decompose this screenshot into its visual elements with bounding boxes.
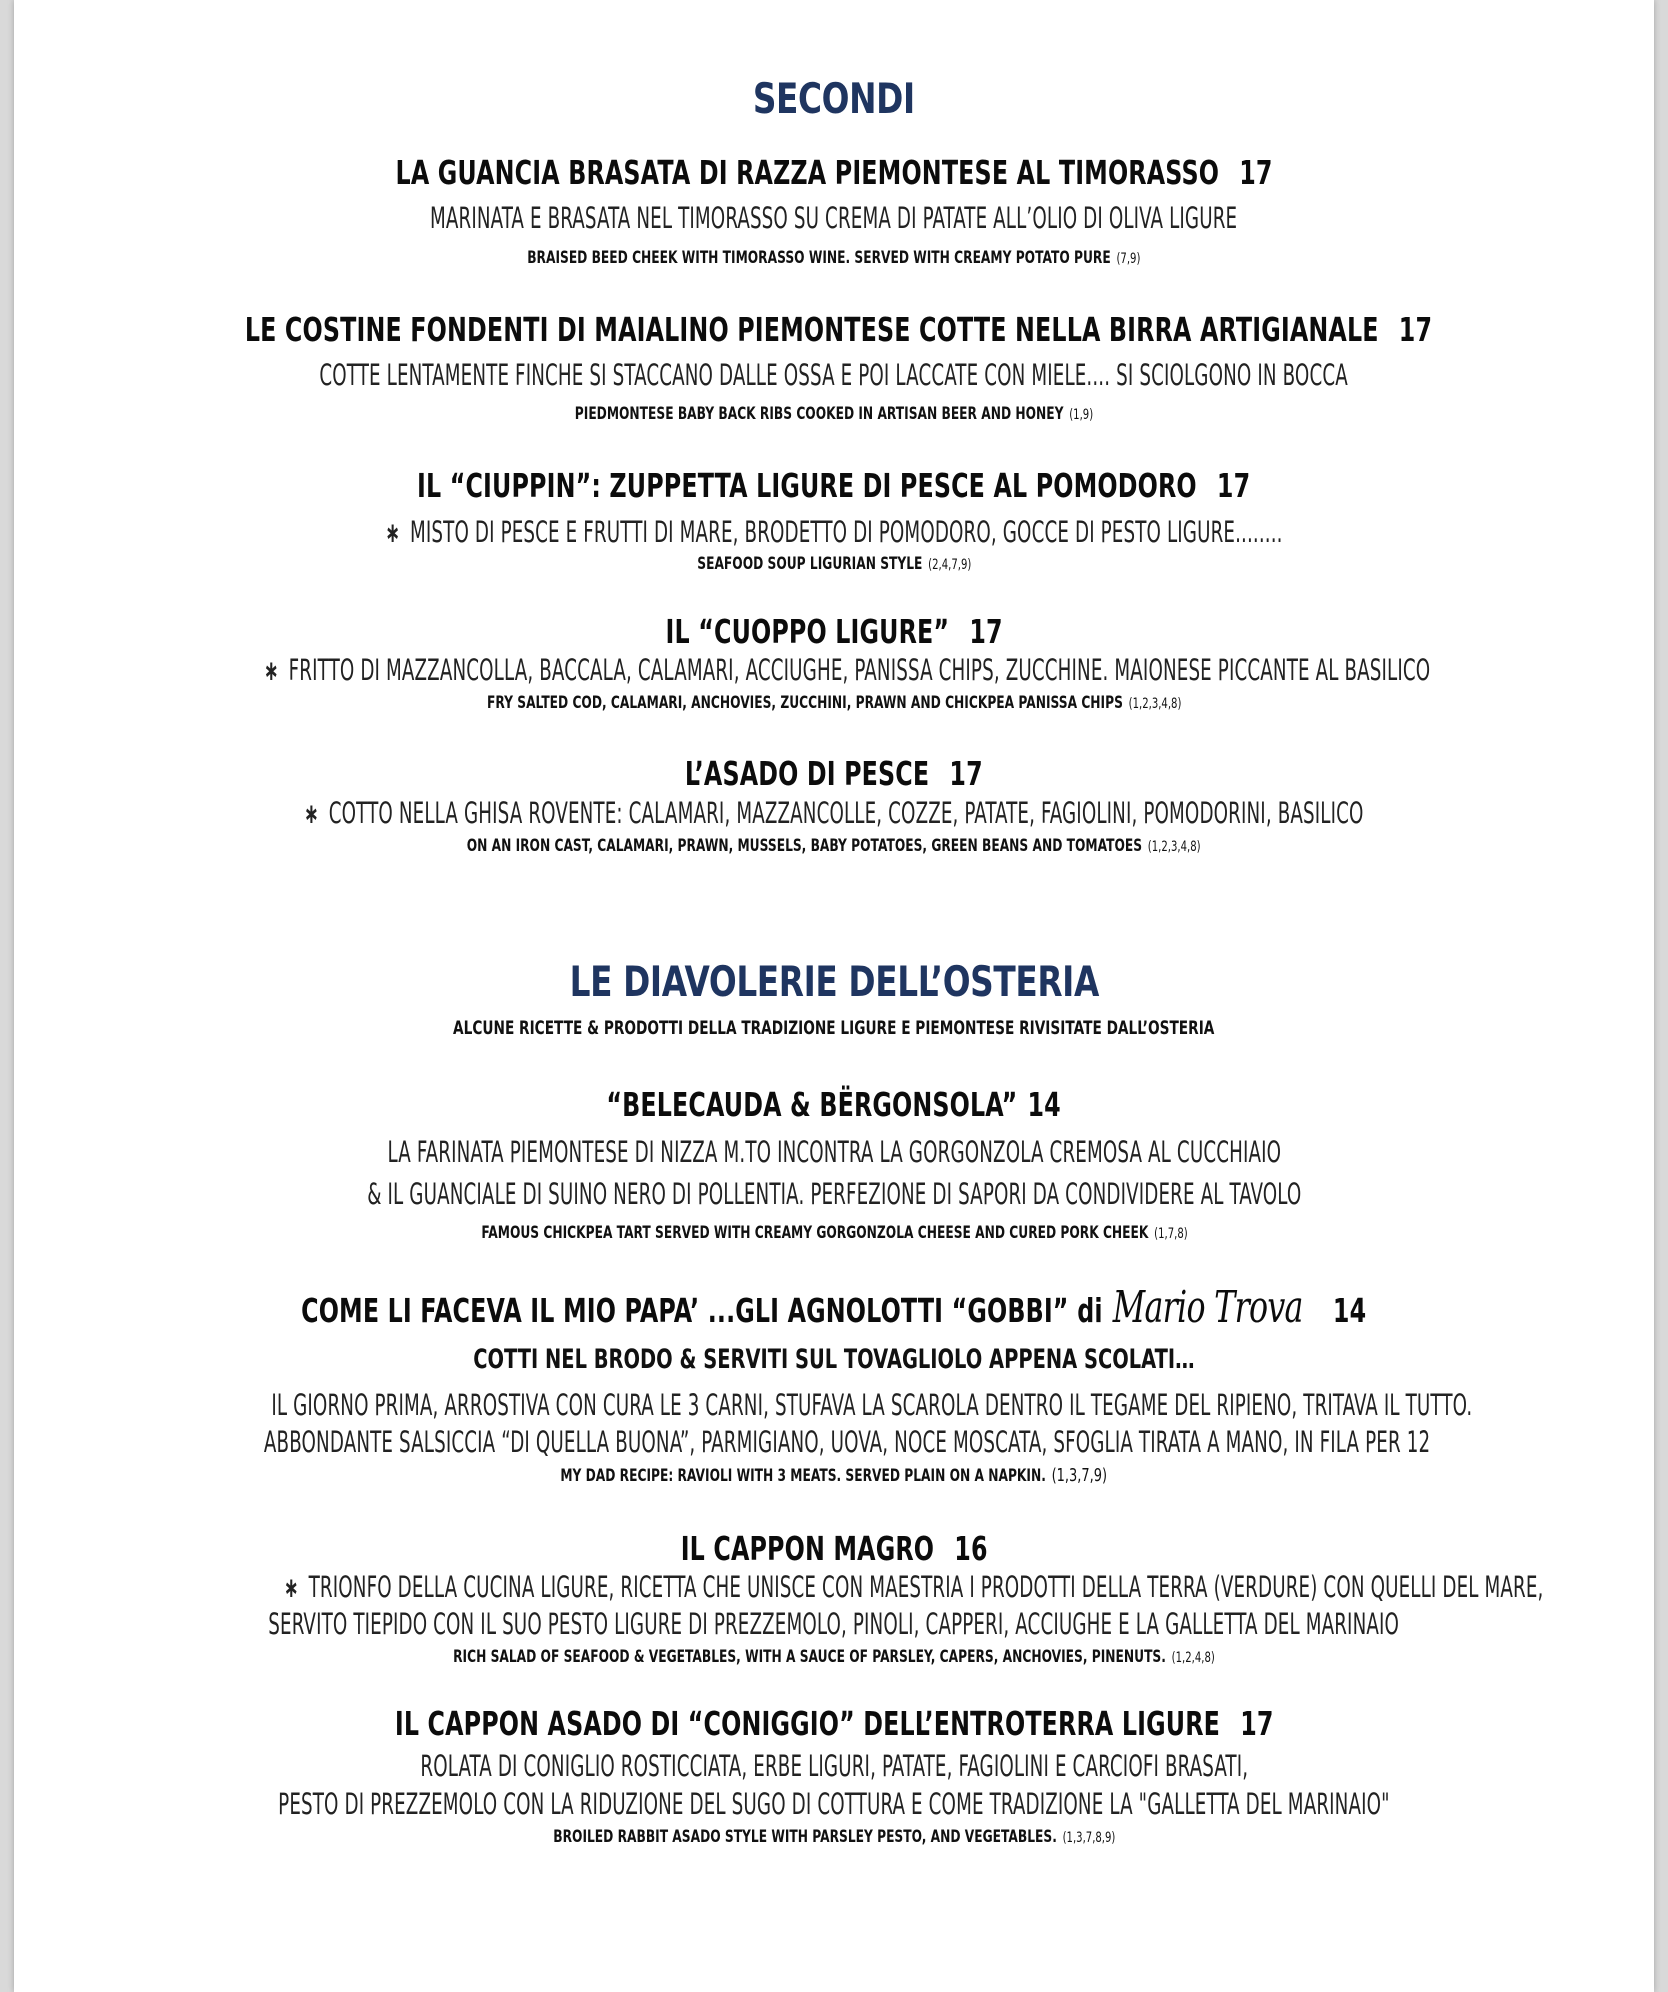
dish-description: IL GIORNO PRIMA, ARROSTIVA CON CURA LE 3 CARNI, STUFAVA LA SCAROLA DENTRO IL TEGAME DEL RIPIENO, TRITAVA IL TUTTO.: [271, 1388, 1473, 1422]
dish-description: [263, 653, 1431, 687]
dish-english: [575, 406, 1093, 423]
dish-title: [417, 466, 1251, 505]
english-text: FRY SALTED COD, CALAMARI, ANCHOVIES, ZUCCHINI, PRAWN AND CHICKPEA PANISSA CHIPS: [486, 693, 1123, 713]
dish-description: LA FARINATA PIEMONTESE DI NIZZA M.TO INCONTRA LA GORGONZOLA CREMOSA AL CUCCHIAIO: [387, 1135, 1281, 1169]
english-text: ON AN IRON CAST, CALAMARI, PRAWN, MUSSELS, BABY POTATOES, GREEN BEANS AND TOMATOES: [467, 836, 1143, 856]
dish-title: [301, 1282, 1367, 1333]
description-text: MISTO DI PESCE E FRUTTI DI MARE, BRODETTO DI POMODORO, GOCCE DI PESTO LIGURE........: [410, 515, 1283, 549]
dish-name: IL “CIUPPIN”: ZUPPETTA LIGURE DI PESCE AL POMODORO: [417, 466, 1198, 505]
english-text: FAMOUS CHICKPEA TART SERVED WITH CREAMY GORGONZOLA CHEESE AND CURED PORK CHEEK: [480, 1223, 1148, 1243]
dish-name: IL “CUOPPO LIGURE”: [665, 612, 950, 651]
description-text: TRIONFO DELLA CUCINA LIGURE, RICETTA CHE UNISCE CON MAESTRIA I PRODOTTI DELLA TERRA (VERDURE) CON QUELLI DEL MARE,: [308, 1570, 1544, 1604]
dish-price: 16: [954, 1529, 988, 1568]
dish-title: [244, 310, 1433, 349]
english-text: BRAISED BEED CHEEK WITH TIMORASSO WINE. SERVED WITH CREAMY POTATO PURE: [527, 248, 1111, 268]
dish-price: 14: [1333, 1291, 1367, 1330]
english-text: PIEDMONTESE BABY BACK RIBS COOKED IN ARTISAN BEER AND HONEY: [574, 404, 1064, 424]
dish-title: [395, 153, 1273, 192]
dish-english: [697, 556, 971, 573]
dish-description: COTTE LENTAMENTE FINCHE SI STACCANO DALLE OSSA E POI LACCATE CON MIELE.... SI SCIOLGONO IN BOCCA: [319, 358, 1349, 392]
dish-price: 17: [1398, 310, 1433, 349]
dish-name: “BELECAUDA & BËRGONSOLA”: [606, 1085, 1018, 1124]
allergens: (1,2,3,4,8): [1148, 839, 1201, 855]
signature: Mario Trova: [1113, 1282, 1303, 1333]
english-text: BROILED RABBIT ASADO STYLE WITH PARSLEY PESTO, AND VEGETABLES.: [552, 1827, 1057, 1847]
allergens: (1,2,3,4,8): [1128, 696, 1182, 712]
dish-name: COME LI FACEVA IL MIO PAPA’ ...GLI AGNOLOTTI “GOBBI”: [301, 1291, 1069, 1330]
description-text: COTTO NELLA GHISA ROVENTE: CALAMARI, MAZZANCOLLE, COZZE, PATATE, FAGIOLINI, POMODORINI, BASILICO: [328, 796, 1364, 830]
dish-name: L’ASADO DI PESCE: [685, 754, 930, 793]
dish-name: IL CAPPON ASADO DI “CONIGGIO” DELL’ENTROTERRA LIGURE: [394, 1704, 1220, 1743]
allergens: (1,3,7,8,9): [1062, 1830, 1116, 1846]
dish-name: LE COSTINE FONDENTI DI MAIALINO PIEMONTESE COTTE NELLA BIRRA ARTIGIANALE: [244, 310, 1379, 349]
menu-page: [14, 0, 1654, 1992]
dish-english: [487, 695, 1181, 712]
dish-description: [385, 515, 1283, 549]
allergens: (7,9): [1116, 251, 1141, 267]
allergens: (1,2,4,8): [1171, 1650, 1215, 1666]
dish-name: IL CAPPON MAGRO: [680, 1529, 934, 1568]
allergens: (1,9): [1069, 407, 1094, 423]
dish-english: [467, 838, 1201, 855]
dish-price: 17: [1239, 1704, 1274, 1743]
dish-price: 17: [1239, 153, 1273, 192]
dish-price: 17: [949, 754, 983, 793]
dish-title: [665, 612, 1003, 651]
dish-price: 17: [1217, 466, 1251, 505]
allergens: (1,3,7,9): [1051, 1465, 1108, 1486]
dish-description: [283, 1570, 1544, 1604]
dish-description: [304, 796, 1364, 830]
dish-description: ABBONDANTE SALSICCIA “DI QUELLA BUONA”, PARMIGIANO, UOVA, NOCE MOSCATA, SFOGLIA TIRATA A MANO, IN FILA PER 12: [263, 1425, 1431, 1459]
di-text: di: [1077, 1291, 1103, 1330]
description-text: FRITTO DI MAZZANCOLLA, BACCALA, CALAMARI, ACCIUGHE, PANISSA CHIPS, ZUCCHINE. MAIONESE PICCANTE AL BASILICO: [288, 653, 1431, 687]
allergens: (2,4,7,9): [927, 557, 972, 573]
dish-price: 17: [969, 612, 1003, 651]
dish-title: [685, 754, 983, 793]
star-icon: ∗: [263, 654, 279, 687]
section-subtitle: ALCUNE RICETTE & PRODOTTI DELLA TRADIZIONE LIGURE E PIEMONTESE RIVISITATE DALL’OSTERIA: [453, 1017, 1215, 1039]
dish-description: PESTO DI PREZZEMOLO CON LA RIDUZIONE DEL SUGO DI COTTURA E COME TRADIZIONE LA "GALLETTA DEL MARINAIO": [278, 1787, 1390, 1821]
dish-title: [394, 1704, 1274, 1743]
dish-english: [561, 1467, 1108, 1485]
star-icon: ∗: [304, 797, 320, 830]
dish-english: [481, 1225, 1187, 1242]
english-text: MY DAD RECIPE: RAVIOLI WITH 3 MEATS. SERVED PLAIN ON A NAPKIN.: [560, 1466, 1047, 1486]
dish-subhead: COTTI NEL BRODO & SERVITI SUL TOVAGLIOLO APPENA SCOLATI…: [473, 1344, 1195, 1375]
star-icon: ∗: [283, 1571, 299, 1604]
english-text: RICH SALAD OF SEAFOOD & VEGETABLES, WITH A SAUCE OF PARSLEY, CAPERS, ANCHOVIES, PINENUTS.: [453, 1647, 1166, 1667]
section-title-diavolerie: LE DIAVOLERIE DELL’OSTERIA: [569, 957, 1099, 1006]
dish-title: [680, 1529, 988, 1568]
star-icon: ∗: [385, 516, 401, 549]
dish-description: MARINATA E BRASATA NEL TIMORASSO SU CREMA DI PATATE ALL’OLIO DI OLIVA LIGURE: [430, 201, 1238, 235]
dish-english: [527, 250, 1140, 267]
allergens: (1,7,8): [1153, 1226, 1188, 1242]
dish-name: LA GUANCIA BRASATA DI RAZZA PIEMONTESE AL TIMORASSO: [395, 153, 1220, 192]
dish-title: [606, 1085, 1062, 1124]
dish-description: SERVITO TIEPIDO CON IL SUO PESTO LIGURE DI PREZZEMOLO, PINOLI, CAPPERI, ACCIUGHE E LA GALLETTA DEL MARINAIO: [268, 1607, 1400, 1641]
dish-price: 14: [1027, 1085, 1062, 1124]
dish-english: [453, 1649, 1215, 1666]
section-title-secondi: SECONDI: [753, 74, 915, 123]
dish-description: & IL GUANCIALE DI SUINO NERO DI POLLENTIA. PERFEZIONE DI SAPORI DA CONDIVIDERE AL TAVOLO: [366, 1177, 1302, 1211]
dish-english: [553, 1829, 1115, 1846]
dish-description: ROLATA DI CONIGLIO ROSTICCIATA, ERBE LIGURI, PATATE, FAGIOLINI E CARCIOFI BRASATI,: [420, 1749, 1248, 1783]
english-text: SEAFOOD SOUP LIGURIAN STYLE: [696, 554, 923, 574]
